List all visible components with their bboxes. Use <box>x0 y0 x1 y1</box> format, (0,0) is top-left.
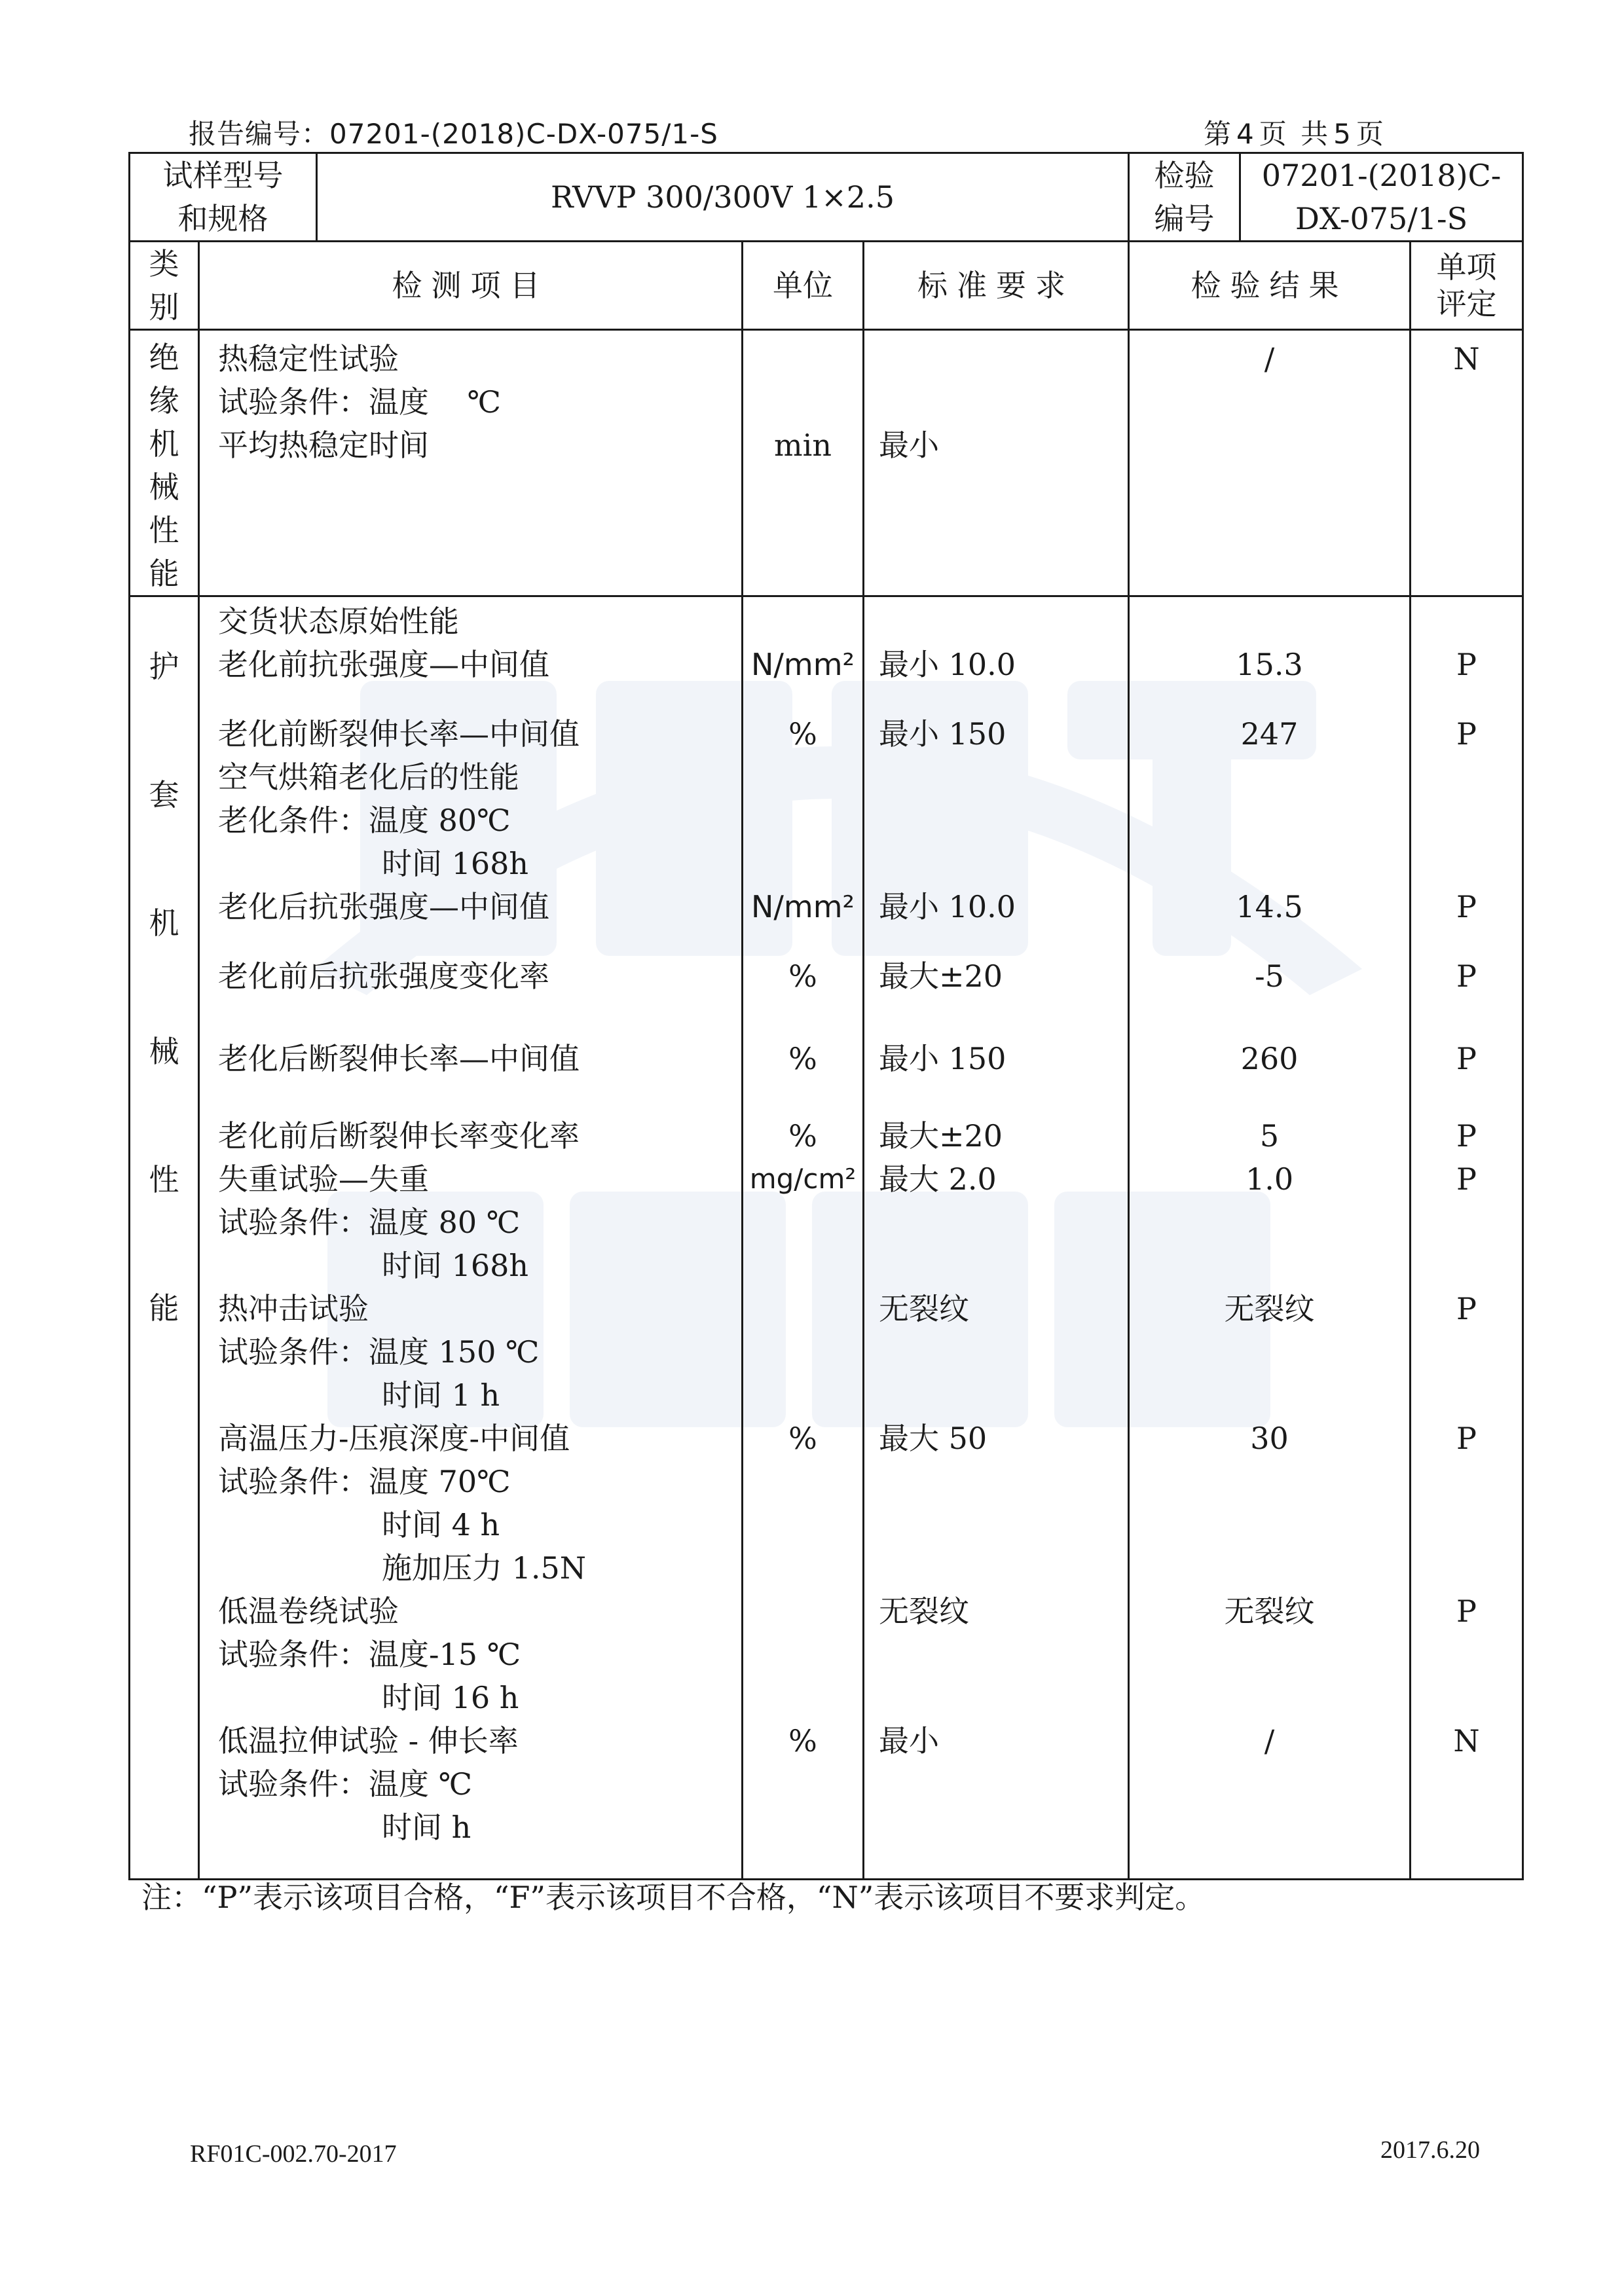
heat-shock-item: 热冲击试验 <box>218 1291 369 1326</box>
aging-temp: 温度 80℃ <box>369 803 511 838</box>
insulation-condition-label: 试验条件： <box>218 384 369 420</box>
tensile-after-unit: N/mm² <box>751 889 855 924</box>
cold-bend-cond-label: 试验条件： <box>218 1637 369 1672</box>
form-date: 2017.6.20 <box>1380 2136 1480 2164</box>
insulation-category-char: 缘 <box>149 383 179 418</box>
sheath-category-char: 能 <box>149 1290 179 1326</box>
page-di: 第 <box>1204 118 1232 150</box>
tensile-change-judgement: P <box>1456 958 1477 994</box>
report-number-label: 报告编号： <box>189 118 330 150</box>
sheath-category <box>130 596 199 1880</box>
report-number-header <box>189 113 718 152</box>
elong-change-unit: % <box>788 1118 817 1154</box>
sheath-judgements <box>1411 596 1523 1880</box>
pressure-result: 30 <box>1250 1421 1289 1456</box>
inspection-label-1: 检验 <box>1154 158 1215 193</box>
mass-loss-condition <box>218 1201 741 1244</box>
insulation-unit: min <box>743 330 864 596</box>
aging-label: 老化条件： <box>218 803 369 838</box>
col-unit: 单位 <box>743 242 864 330</box>
insulation-category-char: 机 <box>149 426 179 462</box>
mass-loss-cond-temp: 温度 80 ℃ <box>369 1205 521 1240</box>
model-label-1: 试样型号 <box>162 158 284 193</box>
heat-shock-result: 无裂纹 <box>1224 1291 1315 1326</box>
cold-elong-cond-time: 时间 h <box>382 1810 471 1845</box>
heat-shock-cond-temp: 温度 150 ℃ <box>369 1334 540 1370</box>
mass-loss-standard: 最大 2.0 <box>879 1161 997 1197</box>
cold-bend-cond-temp: 温度-15 ℃ <box>369 1637 521 1672</box>
model-label-2: 和规格 <box>177 201 268 236</box>
insulation-category-char: 械 <box>149 469 179 505</box>
mass-loss-cond-label: 试验条件： <box>218 1205 369 1240</box>
elong-before-judgement: P <box>1456 716 1477 752</box>
pressure-unit: % <box>788 1421 817 1456</box>
col-category-2: 别 <box>149 289 179 325</box>
elong-change-result: 5 <box>1259 1118 1280 1154</box>
cold-elong-standard: 最小 <box>879 1723 939 1758</box>
sheath-standards <box>864 596 1129 1880</box>
elong-after-item: 老化后断裂伸长率—中间值 <box>218 1041 580 1076</box>
insulation-category-char: 绝 <box>149 340 179 375</box>
tensile-after-item: 老化后抗张强度—中间值 <box>218 889 549 924</box>
sheath-category-char: 性 <box>149 1162 179 1197</box>
elong-change-judgement: P <box>1456 1118 1477 1154</box>
section-original: 交货状态原始性能 <box>218 604 459 639</box>
sheath-units <box>743 596 864 1880</box>
cold-elong-item: 低温拉伸试验 - 伸长率 <box>218 1723 519 1758</box>
col-category <box>130 242 199 330</box>
sheath-category-char: 械 <box>149 1034 179 1069</box>
elong-after-standard: 最小 150 <box>879 1041 1006 1076</box>
page-ye2: 页 <box>1356 118 1384 150</box>
tensile-before-judgement: P <box>1456 647 1477 682</box>
elong-change-standard: 最大±20 <box>879 1118 1003 1154</box>
insulation-category-char: 能 <box>149 556 179 591</box>
col-judgement <box>1411 242 1523 330</box>
cold-elong-cond-label: 试验条件： <box>218 1766 369 1802</box>
report-table <box>128 152 1524 1880</box>
cold-elong-condition <box>218 1762 741 1806</box>
elong-after-unit: % <box>788 1041 817 1076</box>
section-aging: 空气烘箱老化后的性能 <box>218 759 519 795</box>
tensile-change-unit: % <box>788 958 817 994</box>
cold-bend-judgement: P <box>1456 1594 1477 1629</box>
cold-bend-condition <box>218 1633 741 1676</box>
mass-loss-unit: mg/cm² <box>749 1163 857 1195</box>
col-judgement-2: 评定 <box>1436 286 1497 321</box>
aging-condition <box>218 799 741 842</box>
pressure-cond-time: 时间 4 h <box>382 1507 500 1542</box>
inspection-label-cell <box>1129 153 1240 242</box>
tensile-change-item: 老化前后抗张强度变化率 <box>218 958 549 994</box>
cold-elong-judgement: N <box>1453 1723 1480 1758</box>
pressure-judgement: P <box>1456 1421 1477 1456</box>
insulation-judgement: N <box>1411 330 1523 596</box>
insulation-result: / <box>1129 330 1411 596</box>
col-standard: 标准要求 <box>864 242 1129 330</box>
tensile-before-item: 老化前抗张强度—中间值 <box>218 647 549 682</box>
tensile-after-judgement: P <box>1456 889 1477 924</box>
report-number: 07201-(2018)C-DX-075/1-S <box>329 118 718 150</box>
sheath-category-char: 护 <box>149 649 179 684</box>
elong-change-item: 老化前后断裂伸长率变化率 <box>218 1118 580 1154</box>
inspection-label-2: 编号 <box>1154 201 1215 236</box>
heat-shock-cond-label: 试验条件： <box>218 1334 369 1370</box>
model-label-cell <box>130 153 317 242</box>
insulation-condition-unit: ℃ <box>467 384 501 420</box>
tensile-change-result: -5 <box>1255 958 1284 994</box>
form-code: RF01C-002.70-2017 <box>190 2140 397 2168</box>
elong-before-unit: % <box>788 716 817 752</box>
insulation-title: 热稳定性试验 <box>218 341 399 376</box>
heat-shock-condition <box>218 1330 741 1374</box>
page-indicator <box>1204 113 1389 152</box>
insulation-section-row <box>130 330 1523 596</box>
col-item: 检测项目 <box>199 242 743 330</box>
page-gong: 共 <box>1301 118 1329 150</box>
cold-bend-standard: 无裂纹 <box>879 1594 969 1629</box>
tensile-after-standard: 最小 10.0 <box>879 889 1016 924</box>
aging-time: 时间 168h <box>382 846 529 881</box>
model-value: RVVP 300/300V 1×2.5 <box>317 153 1129 242</box>
elong-before-result: 247 <box>1240 716 1299 752</box>
insulation-standard: 最小 <box>864 330 1129 596</box>
inspection-number: 07201-(2018)C-DX-075/1-S <box>1240 153 1523 242</box>
col-category-1: 类 <box>149 246 179 282</box>
mass-loss-item: 失重试验—失重 <box>218 1161 429 1197</box>
page-total: 5 <box>1333 118 1351 150</box>
insulation-category-char: 性 <box>149 513 179 548</box>
cold-bend-item: 低温卷绕试验 <box>218 1594 399 1629</box>
pressure-cond-temp: 温度 70℃ <box>369 1464 511 1499</box>
elong-after-result: 260 <box>1240 1041 1299 1076</box>
pressure-item: 高温压力-压痕深度-中间值 <box>218 1421 570 1456</box>
insulation-items <box>199 330 743 596</box>
tensile-after-result: 14.5 <box>1236 889 1303 924</box>
sample-info-row <box>130 153 1523 242</box>
cold-bend-result: 无裂纹 <box>1224 1594 1315 1629</box>
sheath-section-row <box>130 596 1523 1880</box>
column-header-row <box>130 242 1523 330</box>
cold-elong-unit: % <box>788 1723 817 1758</box>
sheath-category-char: 机 <box>149 905 179 941</box>
col-judgement-1: 单项 <box>1436 249 1497 285</box>
tensile-before-unit: N/mm² <box>751 647 855 682</box>
heat-shock-cond-time: 时间 1 h <box>382 1377 500 1413</box>
pressure-condition <box>218 1460 741 1503</box>
pressure-standard: 最大 50 <box>879 1421 987 1456</box>
pressure-cond-label: 试验条件： <box>218 1464 369 1499</box>
mass-loss-judgement: P <box>1456 1161 1477 1197</box>
tensile-before-standard: 最小 10.0 <box>879 647 1016 682</box>
elong-before-item: 老化前断裂伸长率—中间值 <box>218 716 580 752</box>
insulation-condition <box>218 380 741 424</box>
page-current: 4 <box>1236 118 1254 150</box>
mass-loss-result: 1.0 <box>1245 1161 1294 1197</box>
tensile-change-standard: 最大±20 <box>879 958 1003 994</box>
heat-shock-standard: 无裂纹 <box>879 1291 969 1326</box>
insulation-category <box>130 330 199 596</box>
insulation-item: 平均热稳定时间 <box>218 428 429 463</box>
sheath-category-char: 套 <box>149 777 179 812</box>
page-ye: 页 <box>1259 118 1287 150</box>
cold-elong-cond-temp: 温度 ℃ <box>369 1766 473 1802</box>
col-result: 检验结果 <box>1129 242 1411 330</box>
tensile-before-result: 15.3 <box>1236 647 1303 682</box>
pressure-cond-force: 施加压力 1.5N <box>382 1550 587 1586</box>
elong-before-standard: 最小 150 <box>879 716 1006 752</box>
mass-loss-cond-time: 时间 168h <box>382 1248 529 1283</box>
cold-elong-result: / <box>1264 1723 1275 1758</box>
heat-shock-judgement: P <box>1456 1291 1477 1326</box>
elong-after-judgement: P <box>1456 1041 1477 1076</box>
legend-note: 注：“P”表示该项目合格，“F”表示该项目不合格，“N”表示该项目不要求判定。 <box>141 1880 1206 1915</box>
sheath-results <box>1129 596 1411 1880</box>
insulation-condition-temp: 温度 <box>369 384 429 420</box>
cold-bend-cond-time: 时间 16 h <box>382 1680 519 1715</box>
sheath-items <box>199 596 743 1880</box>
